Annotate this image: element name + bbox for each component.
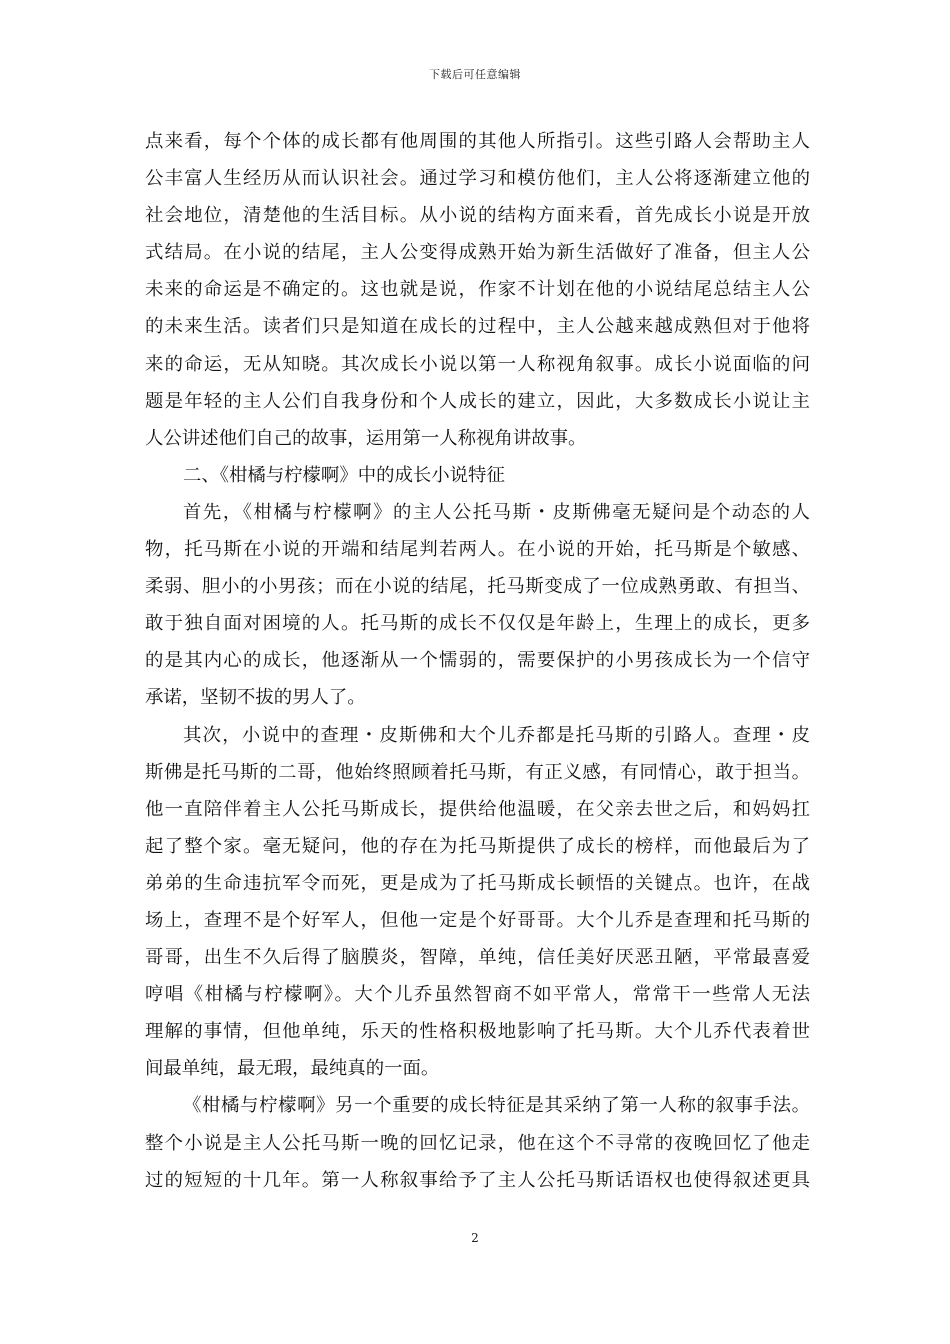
text-line: 的是其内心的成长，他逐渐从一个懦弱的，需要保护的小男孩成长为一个信守 xyxy=(145,650,810,672)
text-line: 《柑橘与柠檬啊》另一个重要的成长特征是其采纳了第一人称的叙事手法。 xyxy=(183,1095,810,1117)
text-line: 场上，查理不是个好军人，但他一定是个好哥哥。大个儿乔是查理和托马斯的 xyxy=(145,909,810,931)
text-line: 社会地位，清楚他的生活目标。从小说的结构方面来看，首先成长小说是开放 xyxy=(145,205,810,227)
text-line: 弟弟的生命违抗军令而死，更是成为了托马斯成长顿悟的关键点。也许，在战 xyxy=(145,872,810,894)
body-text xyxy=(145,123,810,1199)
text-line: 敢于独自面对困境的人。托马斯的成长不仅仅是年龄上，生理上的成长，更多 xyxy=(145,613,810,635)
text-line: 斯佛是托马斯的二哥，他始终照顾着托马斯，有正义感，有同情心，敢于担当。 xyxy=(145,761,810,783)
text-line: 物，托马斯在小说的开端和结尾判若两人。在小说的开始，托马斯是个敏感、 xyxy=(145,539,810,561)
text-line: 的未来生活。读者们只是知道在成长的过程中，主人公越来越成熟但对于他将 xyxy=(145,316,810,338)
page-number: 2 xyxy=(471,1231,479,1245)
text-line: 过的短短的十几年。第一人称叙事给予了主人公托马斯话语权也使得叙述更具 xyxy=(145,1169,810,1191)
text-line: 其次，小说中的查理・皮斯佛和大个儿乔都是托马斯的引路人。查理・皮 xyxy=(183,724,810,746)
text-line: 起了整个家。毫无疑问，他的存在为托马斯提供了成长的榜样，而他最后为了 xyxy=(145,835,810,857)
text-line: 公丰富人生经历从而认识社会。通过学习和模仿他们，主人公将逐渐建立他的 xyxy=(145,168,810,190)
text-line: 间最单纯，最无瑕，最纯真的一面。 xyxy=(145,1058,440,1080)
text-line: 题是年轻的主人公们自我身份和个人成长的建立，因此，大多数成长小说让主 xyxy=(145,390,810,412)
page-header: 下载后可任意编辑 xyxy=(429,68,521,81)
text-line: 来的命运，无从知晓。其次成长小说以第一人称视角叙事。成长小说面临的问 xyxy=(145,353,810,375)
text-line: 哥哥，出生不久后得了脑膜炎，智障，单纯，信任美好厌恶丑陋，平常最喜爱 xyxy=(145,947,810,969)
text-line: 哼唱《柑橘与柠檬啊》。大个儿乔虽然智商不如平常人，常常干一些常人无法 xyxy=(145,984,810,1006)
text-line: 未来的命运是不确定的。这也就是说，作家不计划在他的小说结尾总结主人公 xyxy=(145,279,810,301)
text-line: 首先，《柑橘与柠檬啊》的主人公托马斯・皮斯佛毫无疑问是个动态的人 xyxy=(183,501,810,523)
text-line: 整个小说是主人公托马斯一晚的回忆记录，他在这个不寻常的夜晚回忆了他走 xyxy=(145,1132,810,1154)
text-line: 他一直陪伴着主人公托马斯成长，提供给他温暖，在父亲去世之后，和妈妈扛 xyxy=(145,798,810,820)
text-line: 式结局。在小说的结尾，主人公变得成熟开始为新生活做好了准备，但主人公 xyxy=(145,242,810,264)
section-heading: 二、《柑橘与柠檬啊》中的成长小说特征 xyxy=(183,464,505,486)
text-line: 柔弱、胆小的小男孩；而在小说的结尾，托马斯变成了一位成熟勇敢、有担当、 xyxy=(145,576,810,598)
text-line: 点来看，每个个体的成长都有他周围的其他人所指引。这些引路人会帮助主人 xyxy=(145,131,810,152)
text-line: 人公讲述他们自己的故事，运用第一人称视角讲故事。 xyxy=(145,427,587,449)
text-line: 理解的事情，但他单纯，乐天的性格积极地影响了托马斯。大个儿乔代表着世 xyxy=(145,1021,810,1043)
text-line: 承诺，坚韧不拔的男人了。 xyxy=(145,687,366,709)
